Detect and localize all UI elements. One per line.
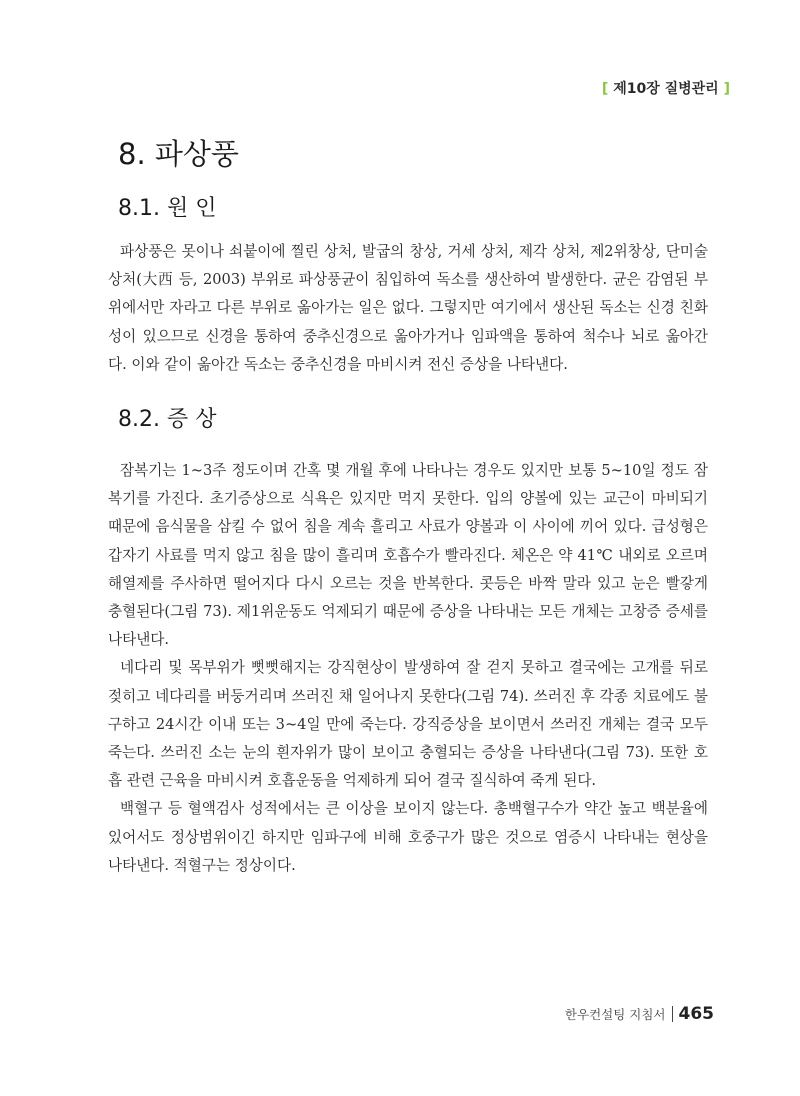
paragraph: 백혈구 등 혈액검사 성적에서는 큰 이상을 보이지 않는다. 총백혈구수가 약간 높고 백분율에 있어서도 정상범위이긴 하지만 임파구에 비해 호중구가 많은 것으로 염증시 나타내는 현상을 나타낸다. 적혈구는 정상이다. xyxy=(108,800,708,874)
footer-book-title: 한우컨설팅 지침서 xyxy=(564,1007,666,1022)
header-chapter-label: 제10장 질병관리 xyxy=(613,81,719,97)
chapter-title: 8. 파상풍 xyxy=(118,137,239,171)
section-title-symptoms: 8.2. 증 상 xyxy=(118,407,217,432)
running-header xyxy=(602,78,730,98)
section-title-cause: 8.1. 원 인 xyxy=(118,196,217,221)
section-body-symptoms xyxy=(108,457,708,880)
page-number: 465 xyxy=(678,1004,714,1024)
header-bracket-open: [ xyxy=(601,81,609,97)
paragraph: 네다리 및 목부위가 뻣뻣해지는 강직현상이 발생하여 잘 걷지 못하고 결국에는 고개를 뒤로 젖히고 네다리를 버둥거리며 쓰러진 채 일어나지 못한다(그림 74). 쓰러진 후 각종 치료에도 불구하고 24시간 이내 또는 3~4일 만에 죽는다. 강직증상을 보이면서 쓰러진 개체는 결국 모두 죽는다. 쓰러진 소는 눈의 흰자위가 많이 보이고 충혈되는 증상을 나타낸다(그림 73). 또한 호흡 관련 근육을 마비시켜 호흡운동을 억제하게 되어 결국 질식하여 죽게 된다. xyxy=(108,659,708,790)
header-bracket-close: ] xyxy=(723,81,730,97)
page-footer xyxy=(565,1004,714,1024)
footer-divider xyxy=(672,1006,673,1022)
section-body-cause xyxy=(108,238,708,379)
paragraph: 잠복기는 1~3주 정도이며 간혹 몇 개월 후에 나타나는 경우도 있지만 보통 5~10일 정도 잠복기를 가진다. 초기증상으로 식욕은 있지만 먹지 못한다. 입의 양볼에 있는 교근이 마비되기 때문에 음식물을 삼킬 수 없어 침을 계속 흘리고 사료가 양볼과 이 사이에 끼어 있다. 급성형은 갑자기 사료를 먹지 않고 침을 많이 흘리며 호흡수가 빨라진다. 체온은 약 41℃ 내외로 오르며 해열제를 주사하면 떨어지다 다시 오르는 것을 반복한다. 콧등은 바짝 말라 있고 눈은 빨갛게 충혈된다(그림 73). 제1위운동도 억제되기 때문에 증상을 나타내는 모든 개체는 고창증 증세를 나타낸다. xyxy=(108,462,708,649)
paragraph: 파상풍은 못이나 쇠붙이에 찔린 상처, 발굽의 창상, 거세 상처, 제각 상처, 제2위창상, 단미술 상처(大西 등, 2003) 부위로 파상풍균이 침입하여 독소를 생산하여 발생한다. 균은 감염된 부위에서만 자라고 다른 부위로 옮아가는 일은 없다. 그렇지만 여기에서 생산된 독소는 신경 친화성이 있으므로 신경을 통하여 중추신경으로 옮아가거나 임파액을 통하여 척수나 뇌로 옮아간다. 이와 같이 옮아간 독소는 중추신경을 마비시켜 전신 증상을 나타낸다. xyxy=(108,243,708,373)
